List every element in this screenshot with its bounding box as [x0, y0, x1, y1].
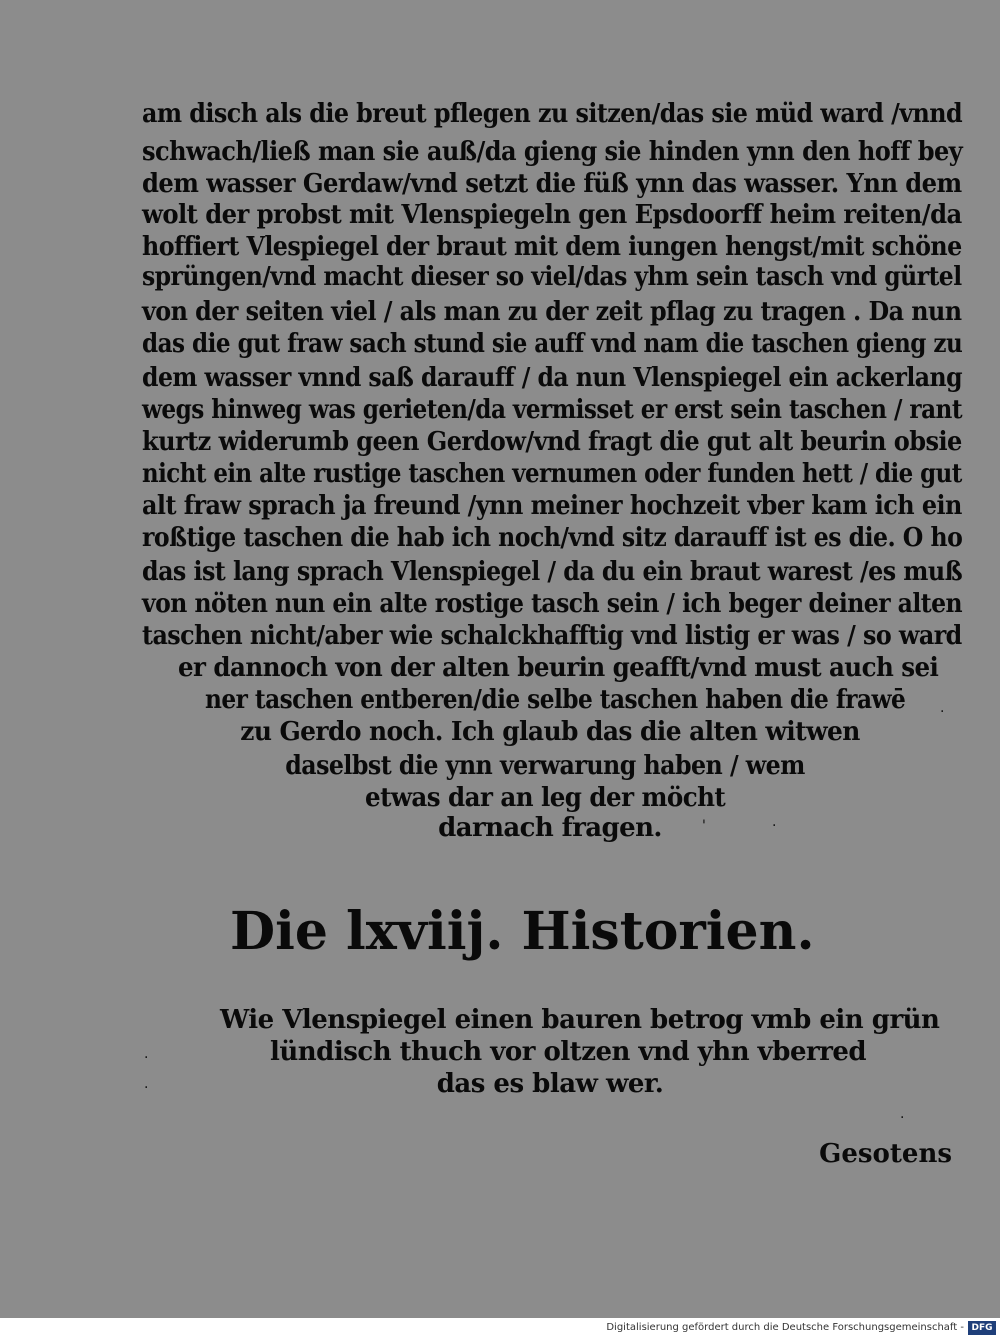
- body-line-7: von der seiten viel / als man zu der zeit pflag zu tragen . Da nun: [142, 297, 962, 327]
- speck-mark: ·: [900, 1110, 905, 1126]
- body-line-18: er dannoch von der alten beurin geafft/vnd must auch sei: [178, 653, 939, 683]
- speck-mark: ': [702, 818, 706, 834]
- body-line-6: sprüngen/vnd macht dieser so viel/das yhm sein tasch vnd gürtel: [142, 262, 962, 292]
- body-line-16: von nöten nun ein alte rostige tasch sein / ich beger deiner alten: [142, 589, 963, 619]
- subheading-line-3: das es blaw wer.: [436, 1069, 664, 1099]
- footer-text: Digitalisierung gefördert durch die Deutsche Forschungsgemeinschaft -: [606, 1322, 964, 1333]
- body-line-1: am disch als die breut pflegen zu sitzen/das sie müd ward /vnnd: [142, 99, 963, 129]
- speck-mark: ·: [940, 704, 945, 720]
- chapter-heading: Die lxviij. Historien.: [230, 901, 815, 962]
- subheading-line-2: lündisch thuch vor oltzen vnd yhn vberred: [270, 1037, 867, 1067]
- body-line-4: wolt der probst mit Vlenspiegeln gen Epsdoorff heim reiten/da: [142, 200, 962, 230]
- body-line-17: taschen nicht/aber wie schalckhafftig vnd listig er was / so ward: [142, 621, 962, 651]
- body-line-20: zu Gerdo noch. Ich glaub das die alten witwen: [240, 717, 860, 747]
- body-line-10: wegs hinweg was gerieten/da vermisset er erst sein taschen / rant: [142, 395, 963, 425]
- body-line-11: kurtz widerumb geen Gerdow/vnd fragt die gut alt beurin obsie: [142, 427, 962, 457]
- body-line-8: das die gut fraw sach stund sie auff vnd nam die taschen gieng zu: [142, 329, 963, 359]
- body-line-2: schwach/ließ man sie auß/da gieng sie hinden ynn den hoff bey: [142, 137, 963, 167]
- body-line-13: alt fraw sprach ja freund /ynn meiner hochzeit vber kam ich ein: [142, 491, 962, 521]
- body-line-19: ner taschen entberen/die selbe taschen haben die frawē: [205, 685, 906, 715]
- body-line-3: dem wasser Gerdaw/vnd setzt die füß ynn das wasser. Ynn dem: [142, 169, 962, 199]
- speck-mark: ·: [144, 1050, 149, 1066]
- subheading-line-1: Wie Vlenspiegel einen bauren betrog vmb ein grün: [220, 1005, 940, 1035]
- body-line-15: das ist lang sprach Vlenspiegel / da du ein braut warest /es muß: [142, 557, 963, 587]
- body-line-22: etwas dar an leg der möcht: [365, 783, 726, 813]
- digitization-footer: [0, 1318, 1000, 1338]
- speck-mark: ·: [772, 818, 777, 834]
- body-line-5: hoffiert Vlespiegel der braut mit dem iungen hengst/mit schöne: [142, 232, 962, 262]
- catchword: Gesotens: [819, 1139, 952, 1169]
- body-line-21: daselbst die ynn verwarung haben / wem: [285, 751, 805, 781]
- body-line-12: nicht ein alte rustige taschen vernumen oder funden hett / die gut: [142, 459, 962, 489]
- body-line-14: roßtige taschen die hab ich noch/vnd sitz darauff ist es die. O ho: [142, 523, 963, 553]
- body-line-9: dem wasser vnnd saß darauff / da nun Vlenspiegel ein ackerlang: [142, 363, 963, 393]
- body-line-23: darnach fragen.: [438, 813, 662, 843]
- dfg-logo: DFG: [968, 1321, 996, 1335]
- speck-mark: ·: [144, 1080, 149, 1096]
